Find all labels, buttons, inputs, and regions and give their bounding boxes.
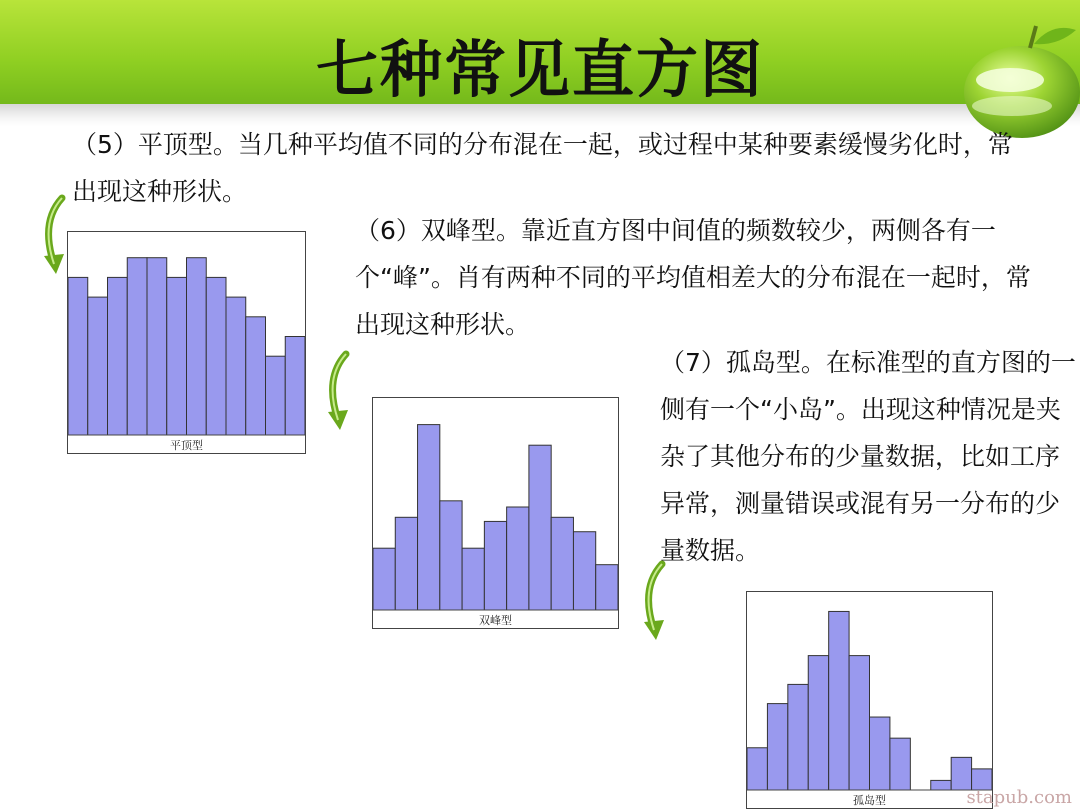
histogram-bar (931, 780, 951, 790)
histogram-bar (395, 517, 417, 610)
watermark: stapub.com (966, 787, 1072, 808)
histogram-bar (767, 704, 787, 790)
histogram-bar (849, 656, 869, 790)
histogram-bar (226, 297, 246, 435)
histogram-bar (108, 277, 128, 435)
x-axis-label: 双峰型 (479, 614, 512, 627)
histogram-bar (596, 565, 618, 610)
histogram-bar (890, 738, 910, 790)
histogram-bimodal (373, 398, 618, 628)
histogram-bar (68, 277, 88, 435)
histogram-bar (246, 317, 266, 435)
chart-flat-top (67, 231, 306, 454)
histogram-bar (88, 297, 108, 435)
histogram-bar (829, 611, 849, 790)
chart-isolated-island (746, 591, 993, 809)
histogram-bar (206, 277, 226, 435)
histogram-bar (573, 532, 595, 610)
curved-arrow-icon (638, 558, 674, 644)
paragraph-flat-top: （5）平顶型。当几种平均值不同的分布混在一起，或过程中某种要素缓慢劣化时，常出现这种形状。 (72, 130, 1013, 206)
curved-arrow-icon (322, 348, 358, 434)
histogram-bar (167, 277, 187, 435)
histogram-bar (285, 337, 305, 436)
x-axis-label: 孤岛型 (853, 794, 886, 807)
histogram-bar (747, 748, 767, 790)
chart-bimodal (372, 397, 619, 629)
histogram-bar (440, 501, 462, 610)
paragraph-bimodal: （6）双峰型。靠近直方图中间值的频数较少，两侧各有一个“峰”。肖有两种不同的平均值相差大的分布混在一起时，常出现这种形状。 (355, 216, 1031, 339)
histogram-bar (127, 258, 147, 435)
page-title: 七种常见直方图 (315, 33, 764, 106)
histogram-isolated-island (747, 592, 992, 808)
histogram-bar (788, 684, 808, 790)
histogram-bar (484, 521, 506, 610)
histogram-bar (373, 548, 395, 610)
histogram-bar (951, 757, 971, 790)
histogram-bar (507, 507, 529, 610)
histogram-bar (808, 656, 828, 790)
x-axis-label: 平顶型 (170, 439, 203, 452)
histogram-bar (529, 445, 551, 610)
histogram-bar (462, 548, 484, 610)
histogram-bar (418, 425, 440, 610)
histogram-bar (551, 517, 573, 610)
histogram-bar (187, 258, 207, 435)
histogram-bar (147, 258, 167, 435)
histogram-flat-top (68, 232, 305, 453)
paragraph-isolated-island: （7）孤岛型。在标准型的直方图的一侧有一个“小岛”。出现这种情况是夹杂了其他分布的少量数据，比如工序异常，测量错误或混有另一分布的少量数据。 (660, 348, 1076, 565)
histogram-bar (266, 356, 286, 435)
histogram-bar (870, 717, 890, 790)
